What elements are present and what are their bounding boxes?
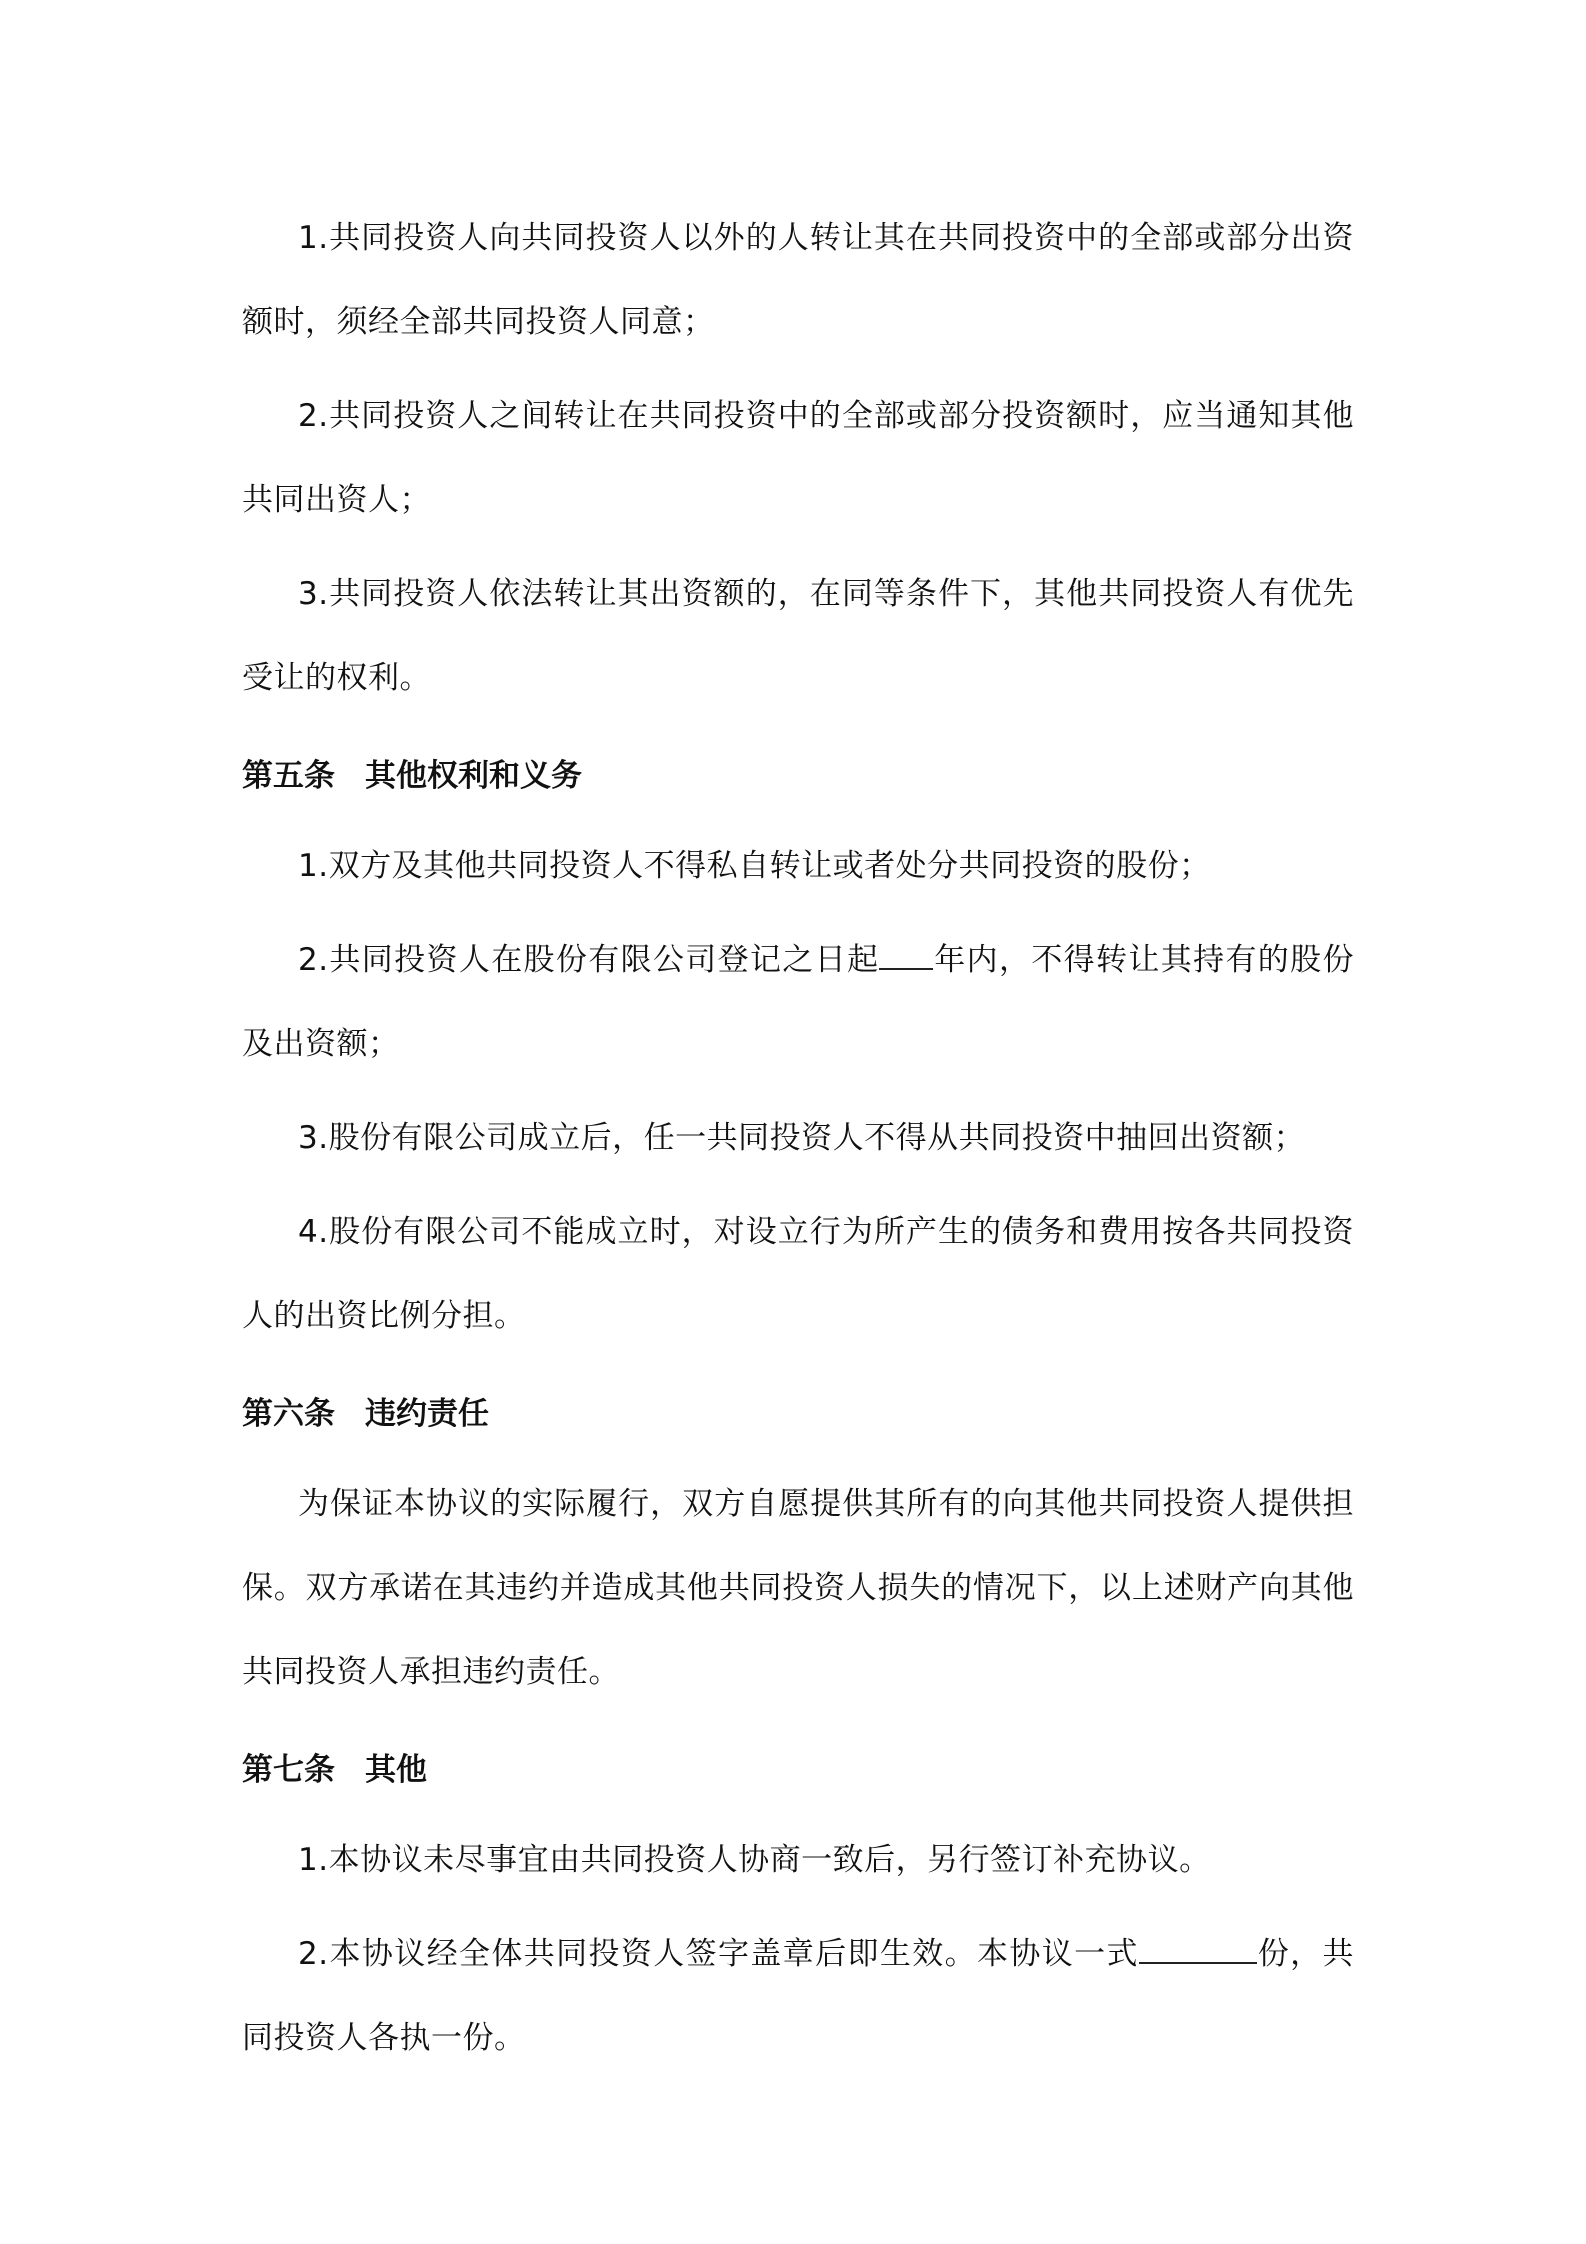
article-7-item-2-start: 2.本协议经全体共同投资人签字盖章后即生效。本协议一式	[298, 1936, 1139, 1972]
article-5-item-2	[242, 918, 1354, 1086]
article-7-item-2	[242, 1912, 1354, 2080]
article-5-heading	[242, 734, 1354, 818]
article-7-title: 其他	[365, 1752, 427, 1788]
years-blank	[879, 938, 933, 970]
article-5-item-2-start: 2.共同投资人在股份有限公司登记之日起	[298, 942, 880, 978]
article-7-item-2-end: 份，共同投资人各执一份。	[242, 1936, 1355, 2056]
copies-blank	[1139, 1932, 1257, 1964]
article-5-item-1: 1.双方及其他共同投资人不得私自转让或者处分共同投资的股份；	[298, 848, 1211, 884]
article-6-title: 违约责任	[365, 1396, 489, 1432]
article-5-item-3: 3.股份有限公司成立后，任一共同投资人不得从共同投资中抽回出资额；	[298, 1120, 1306, 1156]
article-7-number: 第七条	[242, 1752, 335, 1788]
transfer-clause-1: 1.共同投资人向共同投资人以外的人转让其在共同投资中的全部或部分出资额时，须经全部共同投资人同意；	[242, 220, 1354, 340]
document-content	[242, 196, 1354, 2090]
article-5-number: 第五条	[242, 758, 335, 794]
article-5-title: 其他权利和义务	[365, 758, 582, 794]
article-7-heading	[242, 1728, 1354, 1812]
article-5-item-2-end: 年内，不得转让其持有的股份及出资额；	[242, 942, 1355, 1062]
article-5-item-4: 4.股份有限公司不能成立时，对设立行为所产生的债务和费用按各共同投资人的出资比例分担。	[242, 1214, 1354, 1334]
article-6-heading	[242, 1372, 1354, 1456]
article-7-item-1: 1.本协议未尽事宜由共同投资人协商一致后，另行签订补充协议。	[298, 1842, 1211, 1878]
transfer-clause-2: 2.共同投资人之间转让在共同投资中的全部或部分投资额时，应当通知其他共同出资人；	[242, 398, 1354, 518]
article-6-body: 为保证本协议的实际履行，双方自愿提供其所有的向其他共同投资人提供担保。双方承诺在其违约并造成其他共同投资人损失的情况下，以上述财产向其他共同投资人承担违约责任。	[242, 1486, 1354, 1690]
transfer-clause-3: 3.共同投资人依法转让其出资额的，在同等条件下，其他共同投资人有优先受让的权利。	[242, 576, 1354, 696]
article-6-number: 第六条	[242, 1396, 335, 1432]
